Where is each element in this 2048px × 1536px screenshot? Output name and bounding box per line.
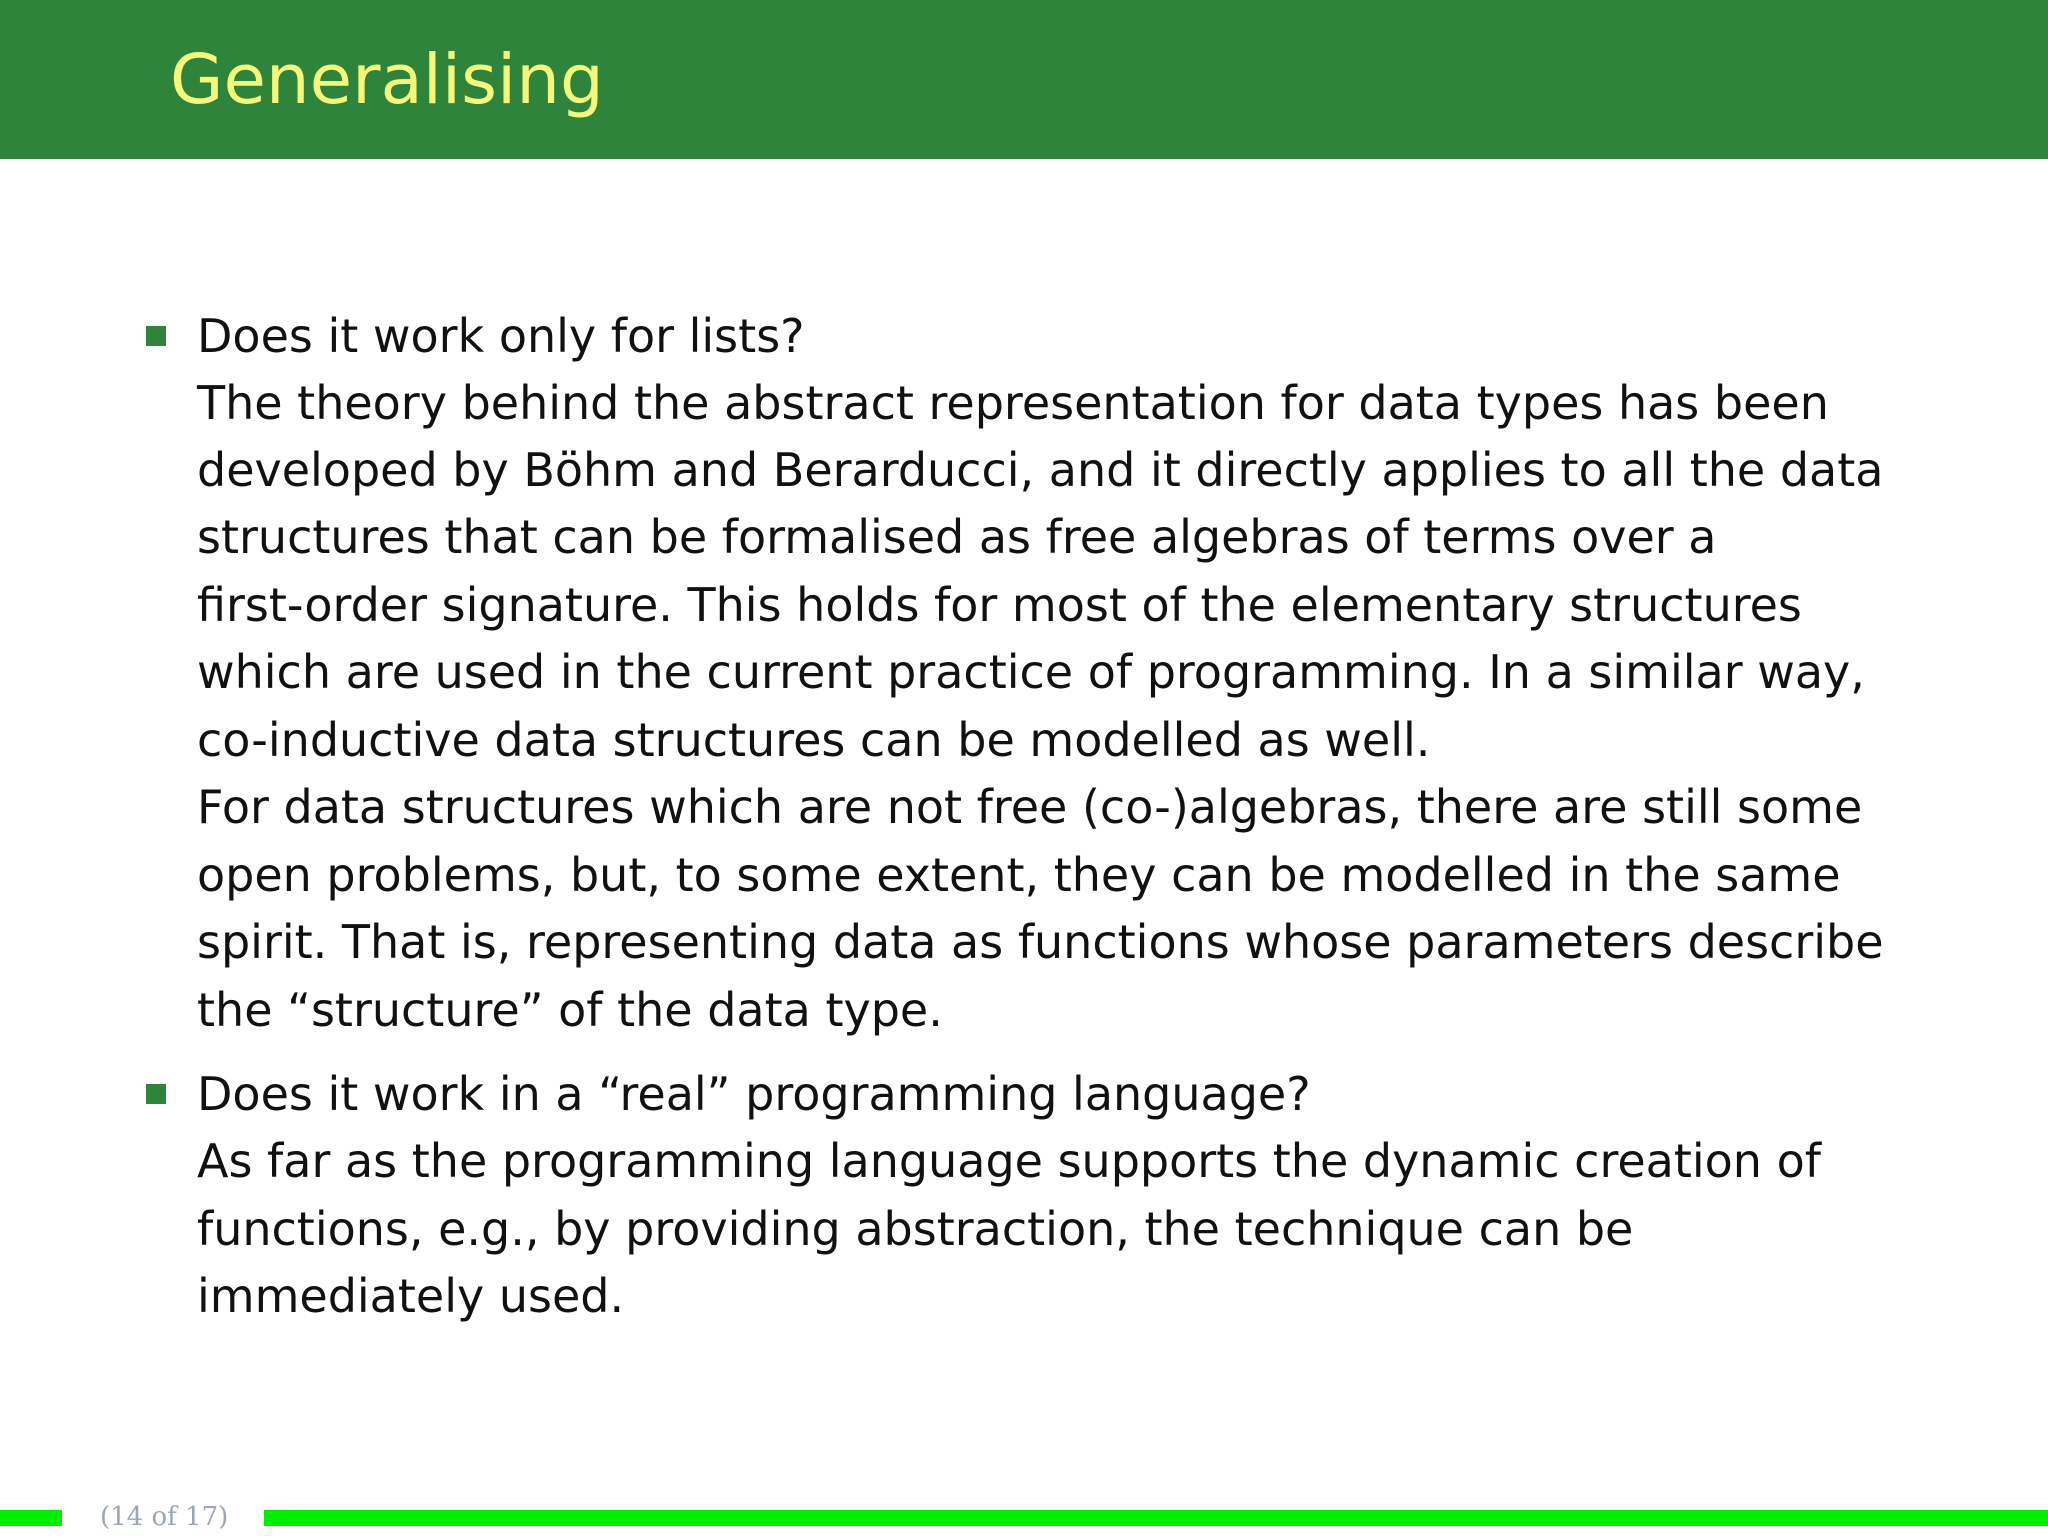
answer-line: which are used in the current practice of programming. In a similar way, xyxy=(197,645,1865,699)
answer-line: structures that can be formalised as free algebras of terms over a xyxy=(197,510,1717,564)
bullet-question: Does it work only for lists? xyxy=(197,309,805,363)
answer-line: immediately used. xyxy=(197,1269,625,1323)
bullet-square-icon xyxy=(146,326,166,346)
answer-line: functions, e.g., by providing abstraction, the technique can be xyxy=(197,1202,1634,1256)
answer-line: the “structure” of the data type. xyxy=(197,983,943,1037)
answer-line: co-inductive data structures can be modelled as well. xyxy=(197,713,1431,767)
footer-bar-left xyxy=(0,1510,62,1526)
answer-line: first-order signature. This holds for most of the elementary structures xyxy=(197,578,1802,632)
footer-bar-right xyxy=(264,1510,2048,1526)
answer-line: As far as the programming language supports the dynamic creation of xyxy=(197,1134,1821,1188)
answer-line: The theory behind the abstract representation for data types has been xyxy=(197,376,1829,430)
bullet-question: Does it work in a “real” programming language? xyxy=(197,1067,1311,1121)
answer-line: spirit. That is, representing data as functions whose parameters describe xyxy=(197,915,1884,969)
answer-line: developed by Böhm and Berarducci, and it directly applies to all the data xyxy=(197,443,1884,497)
answer-line: For data structures which are not free (co-)algebras, there are still some xyxy=(197,780,1863,834)
slide-title: Generalising xyxy=(170,40,604,120)
page-counter: (14 of 17) xyxy=(100,1502,229,1532)
title-bar xyxy=(0,0,2048,159)
answer-line: open problems, but, to some extent, they can be modelled in the same xyxy=(197,848,1841,902)
bullet-square-icon xyxy=(146,1084,166,1104)
